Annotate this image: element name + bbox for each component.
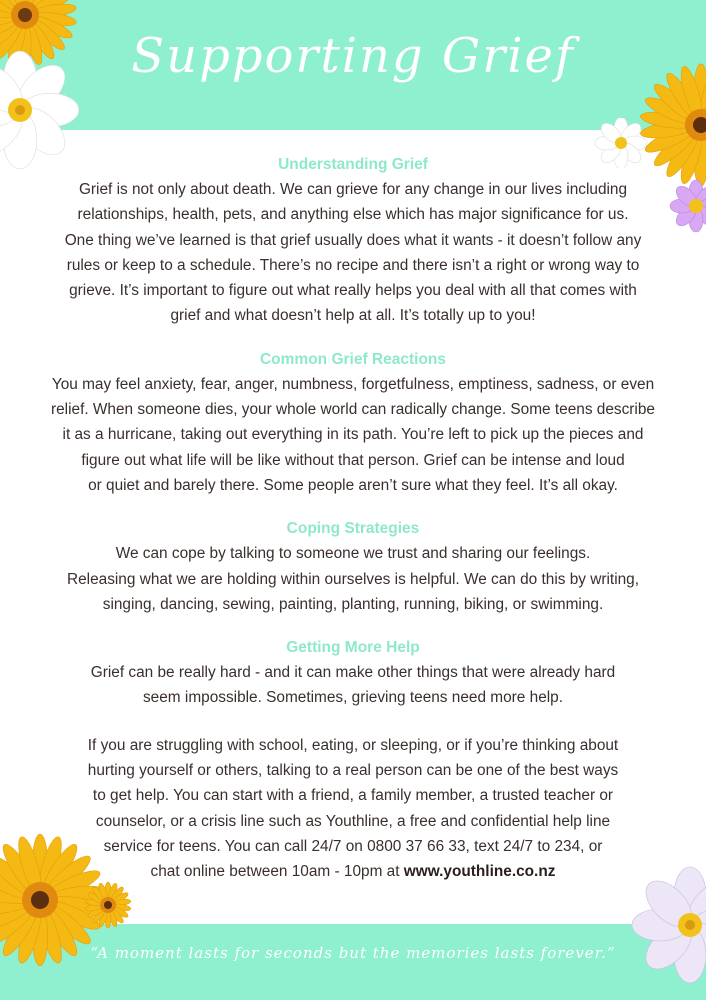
section-understanding-grief bbox=[30, 156, 676, 329]
section-getting-more-help bbox=[30, 639, 676, 884]
body-line: relationships, health, pets, and anything else which has major significance for us. bbox=[77, 206, 629, 224]
body-line: seem impossible. Sometimes, grieving teens need more help. bbox=[142, 689, 564, 707]
purple-cosmos-icon bbox=[666, 176, 706, 236]
body-line: to get help. You can start with a friend, a family member, a trusted teacher or bbox=[92, 787, 614, 805]
white-cosmos-icon bbox=[586, 118, 656, 168]
body-line: Grief is not only about death. We can grieve for any change in our lives including bbox=[78, 181, 628, 198]
body-line: If you are struggling with school, eating, or sleeping, or if you’re thinking about bbox=[87, 736, 619, 754]
body-line: You may feel anxiety, fear, anger, numbness, forgetfulness, emptiness, sadness, or even bbox=[51, 375, 655, 393]
section-heading: Coping Strategies bbox=[286, 520, 420, 538]
section-heading: Getting More Help bbox=[286, 639, 420, 657]
body-line: grief and what doesn’t help at all. It’s totally up to you! bbox=[170, 307, 536, 325]
body-line: relief. When someone dies, your whole world can radically change. Some teens describe bbox=[51, 401, 655, 419]
body-line: singing, dancing, sewing, painting, planting, running, biking, or swimming. bbox=[102, 595, 604, 613]
body-line: rules or keep to a schedule. There’s no recipe and there isn’t a right or wrong way to bbox=[66, 256, 640, 274]
section-body bbox=[30, 660, 676, 711]
body-line: Grief can be really hard - and it can make other things that were already hard bbox=[90, 664, 616, 682]
body-line: figure out what life will be like without that person. Grief can be intense and loud bbox=[81, 451, 625, 469]
page-title: Supporting Grief bbox=[131, 28, 575, 84]
section-coping-strategies bbox=[30, 520, 676, 617]
section-heading: Common Grief Reactions bbox=[259, 350, 447, 368]
section-body bbox=[30, 372, 676, 498]
body-line: One thing we’ve learned is that grief usually does what it wants - it doesn’t follow any bbox=[64, 231, 642, 249]
footer-quote: “A moment lasts for seconds but the memories lasts forever.” bbox=[90, 944, 616, 962]
body-line: hurting yourself or others, talking to a real person can be one of the best ways bbox=[87, 762, 619, 780]
section-body bbox=[30, 541, 676, 617]
section-common-grief-reactions bbox=[30, 351, 676, 498]
body-line: service for teens. You can call 24/7 on 0800 37 66 33, text 24/7 to 234, or bbox=[103, 837, 603, 855]
body-line: We can cope by talking to someone we trust and sharing our feelings. bbox=[115, 545, 591, 563]
main-content bbox=[30, 156, 676, 907]
white-cosmos-icon bbox=[630, 860, 706, 990]
body-line: counselor, or a crisis line such as Youthline, a free and confidential help line bbox=[95, 812, 611, 830]
section-body-help bbox=[30, 733, 676, 885]
section-heading: Understanding Grief bbox=[278, 156, 428, 173]
body-line: or quiet and barely there. Some people aren’t sure what they feel. It’s all okay. bbox=[88, 476, 618, 494]
section-body bbox=[30, 177, 676, 329]
body-line: chat online between 10am - 10pm at bbox=[150, 863, 404, 881]
youthline-link[interactable]: www.youthline.co.nz bbox=[403, 863, 556, 881]
yellow-daisy-icon bbox=[78, 880, 138, 930]
body-line: Releasing what we are holding within ourselves is helpful. We can do this by writing, bbox=[66, 570, 640, 588]
white-cosmos-icon bbox=[0, 50, 80, 170]
body-line: grieve. It’s important to figure out what really helps you deal with all that comes with bbox=[69, 282, 637, 300]
body-line: it as a hurricane, taking out everything in its path. You’re left to pick up the pieces and bbox=[62, 426, 644, 444]
